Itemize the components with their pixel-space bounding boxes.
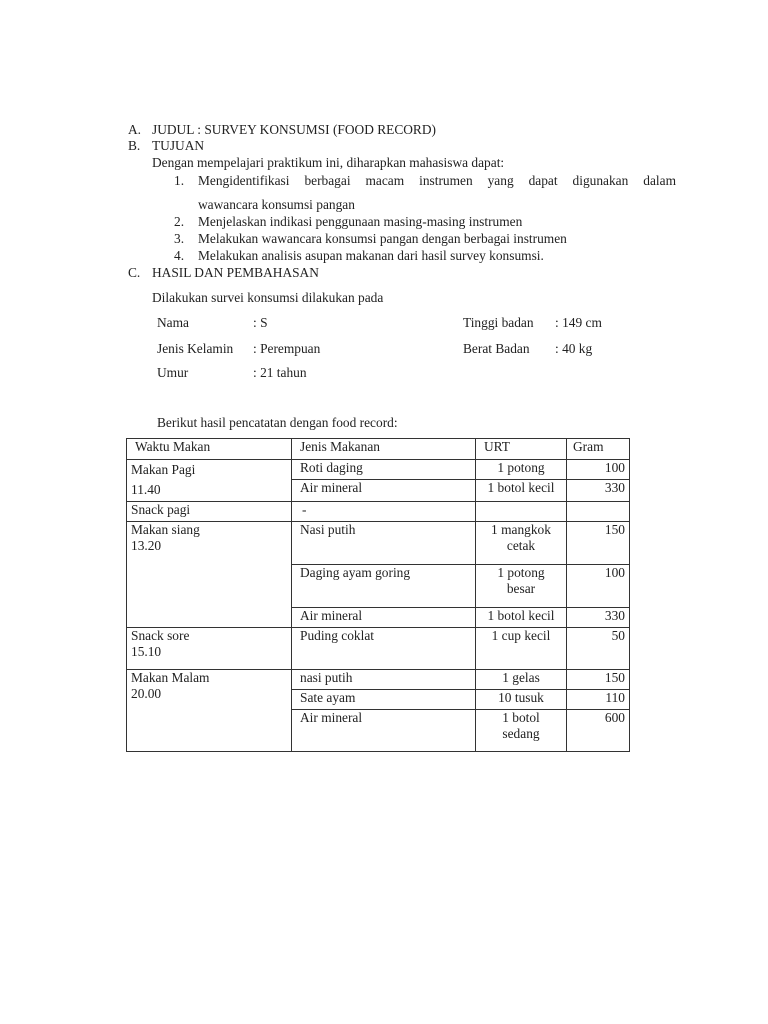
urt-line-2: besar	[506, 581, 536, 596]
meal-name: Makan Malam	[131, 670, 210, 685]
meal-cell	[127, 522, 292, 628]
food-cell: nasi putih	[292, 670, 476, 690]
meal-name: Snack pagi	[127, 502, 292, 522]
section-c-label: C.	[128, 265, 141, 280]
umur-value: : 21 tahun	[253, 365, 307, 380]
food-cell: Air mineral	[292, 710, 476, 752]
table-row	[127, 628, 630, 670]
meal-time: 20.00	[131, 686, 162, 701]
gram-cell: 150	[567, 522, 630, 565]
urt-cell	[476, 522, 567, 565]
objectives-intro: Dengan mempelajari praktikum ini, diharapkan mahasiswa dapat:	[152, 155, 505, 170]
header-waktu-makan: Waktu Makan	[127, 439, 292, 460]
objective-4-number: 4.	[174, 248, 185, 263]
food-cell: Nasi putih	[292, 522, 476, 565]
nama-value: : S	[253, 315, 268, 330]
gram-cell: 330	[567, 608, 630, 628]
objective-1-text-cont: wawancara konsumsi pangan	[198, 197, 355, 212]
urt-cell: 10 tusuk	[476, 690, 567, 710]
gram-cell: 330	[567, 480, 630, 502]
gram-cell: 50	[567, 628, 630, 670]
meal-cell	[127, 670, 292, 752]
table-intro: Berikut hasil pencatatan dengan food record:	[157, 415, 398, 430]
objective-4-text: Melakukan analisis asupan makanan dari hasil survey konsumsi.	[198, 248, 544, 263]
jenis-kelamin-value: : Perempuan	[253, 341, 321, 356]
urt-cell: 1 cup kecil	[476, 628, 567, 670]
gram-cell	[567, 502, 630, 522]
food-record-table	[126, 438, 630, 752]
table-header-row	[127, 439, 630, 460]
urt-cell	[476, 565, 567, 608]
header-gram: Gram	[567, 439, 630, 460]
table-row	[127, 460, 630, 480]
meal-name: Snack sore	[131, 628, 190, 643]
food-cell: Roti daging	[292, 460, 476, 480]
urt-cell	[476, 710, 567, 752]
berat-value: : 40 kg	[555, 341, 593, 356]
urt-cell: 1 gelas	[476, 670, 567, 690]
gram-cell: 600	[567, 710, 630, 752]
urt-line-1: 1 botol	[502, 710, 540, 725]
meal-name: Makan Pagi	[131, 462, 196, 477]
food-cell: -	[292, 502, 476, 522]
food-cell: Air mineral	[292, 480, 476, 502]
objective-3-text: Melakukan wawancara konsumsi pangan dengan berbagai instrumen	[198, 231, 567, 246]
meal-cell	[127, 460, 292, 502]
urt-cell: 1 potong	[476, 460, 567, 480]
table-row	[127, 502, 630, 522]
urt-line-2: cetak	[506, 538, 536, 553]
berat-label: Berat Badan	[463, 341, 530, 356]
section-c-title: HASIL DAN PEMBAHASAN	[152, 265, 319, 280]
food-cell: Sate ayam	[292, 690, 476, 710]
objective-2-text: Menjelaskan indikasi penggunaan masing-masing instrumen	[198, 214, 523, 229]
tinggi-value: : 149 cm	[555, 315, 602, 330]
food-cell: Daging ayam goring	[292, 565, 476, 608]
urt-line-1: 1 potong	[497, 565, 545, 580]
food-cell: Puding coklat	[292, 628, 476, 670]
urt-line-1: 1 mangkok	[491, 522, 551, 537]
urt-line-2: sedang	[502, 726, 540, 741]
section-b-label: B.	[128, 138, 141, 153]
header-urt: URT	[476, 439, 567, 460]
meal-time: 15.10	[131, 644, 162, 659]
food-cell: Air mineral	[292, 608, 476, 628]
jenis-kelamin-label: Jenis Kelamin	[157, 341, 234, 356]
tinggi-label: Tinggi badan	[463, 315, 534, 330]
meal-time: 11.40	[131, 482, 161, 497]
nama-label: Nama	[157, 315, 189, 330]
gram-cell: 150	[567, 670, 630, 690]
header-jenis-makanan: Jenis Makanan	[292, 439, 476, 460]
objective-2-number: 2.	[174, 214, 185, 229]
section-a-title: JUDUL : SURVEY KONSUMSI (FOOD RECORD)	[152, 122, 436, 137]
meal-name: Makan siang	[131, 522, 200, 537]
meal-cell	[127, 628, 292, 670]
table-row	[127, 670, 630, 690]
objective-1-text: Mengidentifikasi berbagai macam instrumen yang dapat digunakan dalam	[198, 173, 676, 188]
urt-cell: 1 botol kecil	[476, 480, 567, 502]
section-b-title: TUJUAN	[152, 138, 205, 153]
meal-time: 13.20	[131, 538, 162, 553]
table-row	[127, 522, 630, 565]
umur-label: Umur	[157, 365, 189, 380]
gram-cell: 110	[567, 690, 630, 710]
urt-cell: 1 botol kecil	[476, 608, 567, 628]
section-a-label: A.	[128, 122, 142, 137]
objective-1-number: 1.	[174, 173, 185, 188]
gram-cell: 100	[567, 565, 630, 608]
objective-3-number: 3.	[174, 231, 185, 246]
gram-cell: 100	[567, 460, 630, 480]
urt-cell	[476, 502, 567, 522]
survey-intro: Dilakukan survei konsumsi dilakukan pada	[152, 290, 384, 305]
